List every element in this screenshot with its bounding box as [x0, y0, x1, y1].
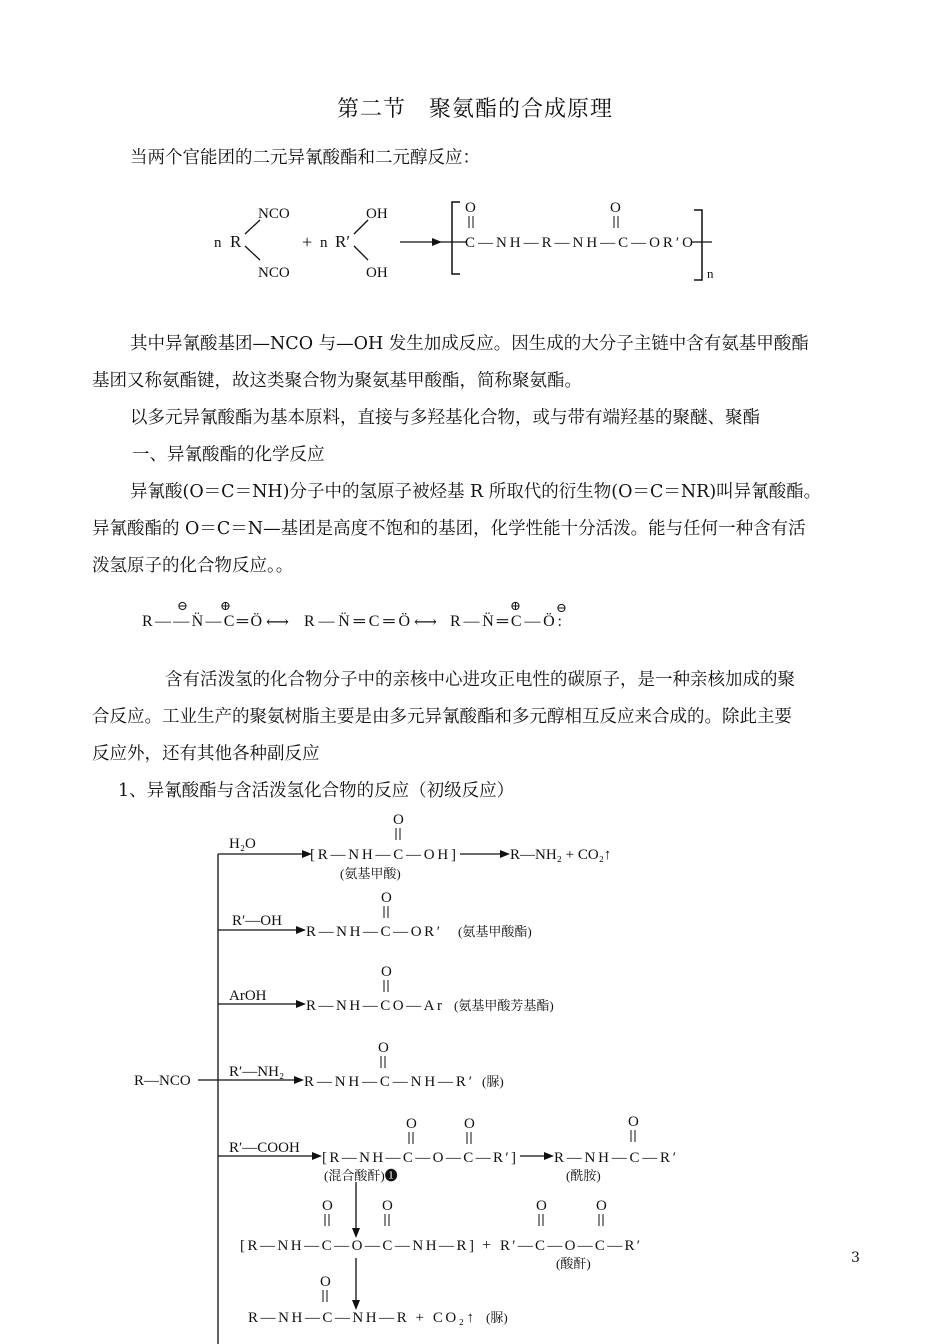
scheme1-o1: O — [465, 200, 476, 216]
charge-minus-2: ⊖ — [556, 600, 567, 615]
scheme1-R: R — [230, 232, 242, 251]
r7-O: O — [320, 1274, 331, 1290]
scheme1-nco-top: NCO — [258, 206, 290, 222]
r2-product: R—NH—C—OR′ — [306, 924, 440, 940]
r6-right: R′—C—O—C—R′ — [500, 1238, 640, 1254]
subsection-heading-1: 1、异氰酸酯与含活泼氢化合物的反应（初级反应） — [118, 781, 515, 801]
r5-final-O: O — [628, 1114, 639, 1130]
para1-line2: 基团又称氨酯键，故这类聚合物为聚氨基甲酸酯，简称聚氨酯。 — [92, 371, 582, 391]
r5-O1: O — [406, 1116, 417, 1132]
r1-product: [R—NH—C—OH] — [310, 847, 456, 863]
r6-note: (酸酐) — [556, 1256, 591, 1271]
resonance-arrow-1: ⟷ — [266, 614, 289, 631]
r3-reagent: ArOH — [229, 988, 267, 1004]
r6-O3: O — [536, 1198, 547, 1214]
r5-final: R—NH—C—R′ — [554, 1150, 676, 1166]
charge-plus: ⊕ — [220, 598, 231, 613]
para4-line3: 反应外，还有其他各种副反应 — [92, 744, 320, 764]
polyurethane-reaction-scheme — [0, 190, 950, 300]
scheme1-R-prime: R′ — [335, 232, 351, 251]
r2-reagent: R′—OH — [232, 913, 282, 929]
resonance-form-3: R—N̈═C—Ö: — [450, 613, 562, 630]
para4-line2: 合反应。工业生产的聚氨树脂主要是由多元异氰酸酯和多元醇相互反应来合成的。除此主要 — [92, 707, 792, 727]
r4-O: O — [378, 1040, 389, 1056]
r4-reagent: R′—NH₂ — [229, 1064, 285, 1080]
r1-final: R—NH₂ + CO₂↑ — [510, 847, 612, 863]
r6-O1: O — [322, 1198, 333, 1214]
para3-line3: 泼氢原子的化合物反应。。 — [92, 556, 294, 576]
charge-plus-2: ⊕ — [510, 598, 521, 613]
r3-product: R—NH—CO—Ar — [306, 998, 442, 1014]
page-number: 3 — [851, 1250, 860, 1266]
r6-left: [R—NH—C—O—C—NH—R] — [240, 1238, 474, 1254]
scheme1-plus: + — [302, 232, 313, 252]
isocyanate-reaction-tree — [0, 810, 950, 1344]
start-R-NCO: R—NCO — [134, 1073, 191, 1089]
scheme1-bond — [245, 220, 260, 234]
r4-note: (脲) — [482, 1074, 504, 1089]
r3-O: O — [381, 964, 392, 980]
r5-product: [R—NH—C—O—C—R′] — [322, 1150, 516, 1166]
charge-minus: ⊖ — [177, 598, 188, 613]
r2-O: O — [381, 890, 392, 906]
scheme1-chain: C—NH—R—NH—C—OR′O — [465, 235, 693, 251]
r5-reagent: R′—COOH — [229, 1140, 300, 1156]
r1-note: (氨基甲酸) — [340, 866, 401, 881]
r6-plus: + — [482, 1237, 492, 1254]
intro-text: 当两个官能团的二元异氰酸酯和二元醇反应： — [130, 148, 480, 168]
scheme1-oh-top: OH — [366, 206, 388, 222]
para3-line1: 异氰酸(O＝C＝NH)分子中的氢原子被烃基 R 所取代的衍生物(O＝C＝NR)叫异氰酸酯。 — [130, 482, 822, 502]
scheme1-bond — [354, 246, 368, 260]
r6-O4: O — [596, 1198, 607, 1214]
r6-O2: O — [382, 1198, 393, 1214]
r2-note: (氨基甲酸酯) — [458, 924, 532, 939]
page-title: 第二节 聚氨酯的合成原理 — [336, 97, 613, 122]
scheme1-bracket-right — [694, 210, 702, 280]
r5-note: (混合酸酐)❶ — [324, 1168, 398, 1183]
para3-line2: 异氰酸酯的 O＝C＝N—基团是高度不饱和的基团，化学性能十分活泼。能与任何一种含有活 — [92, 519, 806, 539]
para4-line1: 含有活泼氢的化合物分子中的亲核中心进攻正电性的碳原子，是一种亲核加成的聚 — [165, 670, 795, 690]
scheme1-o2: O — [610, 200, 621, 216]
para2: 以多元异氰酸酯为基本原料，直接与多羟基化合物，或与带有端羟基的聚醚、聚酯 — [130, 408, 760, 428]
para1-line1: 其中异氰酸基团—NCO 与—OH 发生加成反应。因生成的大分子主链中含有氨基甲酸酯 — [130, 334, 809, 354]
scheme1-subscript-n: n — [707, 266, 714, 281]
r1-reagent: H₂O — [229, 836, 256, 852]
isocyanate-resonance — [0, 590, 950, 640]
resonance-form-2: R—N̈═C═Ö — [304, 613, 410, 630]
r4-product: R—NH—C—NH—R′ — [304, 1074, 472, 1090]
scheme1-n: n — [214, 235, 222, 251]
r1-O: O — [393, 812, 404, 828]
scheme1-bond — [354, 220, 368, 234]
r5-O2: O — [464, 1116, 475, 1132]
scheme1-nco-bottom: NCO — [258, 265, 290, 281]
r7-note: (脲) — [486, 1310, 508, 1325]
r3-note: (氨基甲酸芳基酯) — [454, 998, 554, 1013]
section-heading-1: 一、异氰酸酯的化学反应 — [132, 445, 325, 465]
scheme1-bracket-left — [452, 202, 460, 274]
resonance-arrow-2: ⟷ — [414, 614, 437, 631]
r7-product: R—NH—C—NH—R + CO₂↑ — [248, 1310, 474, 1326]
r5-final-note: (酰胺) — [566, 1168, 601, 1183]
scheme1-oh-bottom: OH — [366, 265, 388, 281]
scheme1-bond — [245, 246, 260, 260]
resonance-form-1: R——N̈—C═Ö — [142, 613, 262, 630]
scheme1-n2: n — [320, 235, 328, 251]
